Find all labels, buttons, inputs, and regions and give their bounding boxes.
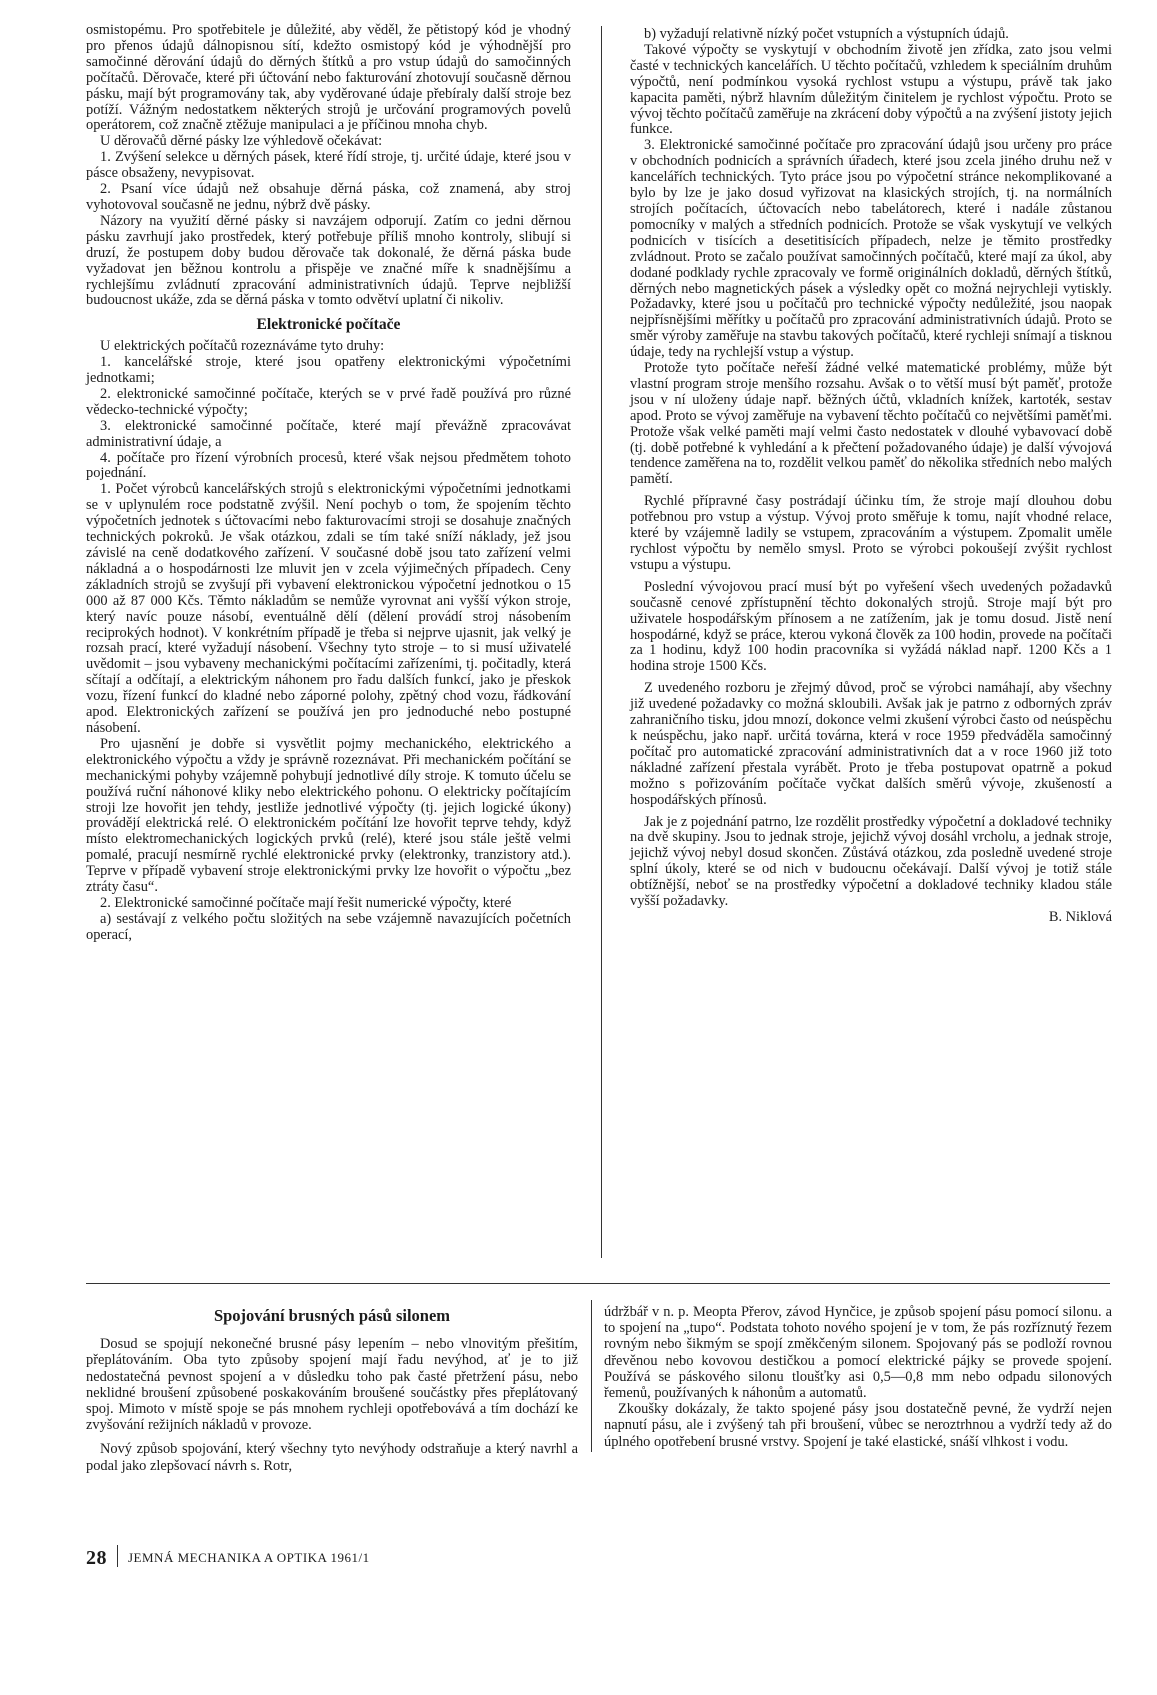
paragraph: Poslední vývojovou prací musí být po vyřešení všech uvedených požadavků současně cenové zpřístupnění těchto dokonalých strojů. Stroje mají být pro uživatele hospodářským přínosem a ne zatížením, jak je tomu dosud. Jistě není hospodárné, když se práce, kterou vykoná člověk za 100 hodin, provede na počítači za 1 hodinu, když 100 hodin pracovníka si vyžádá náklad např. 1200 Kčs a 1 hodina stroje 1500 Kčs. <box>630 578 1112 675</box>
paragraph: U elektrických počítačů rozeznáváme tyto druhy: <box>100 338 385 355</box>
page-number: 28 <box>86 1547 107 1569</box>
paragraph: Jak je z pojednání patrno, lze rozdělit prostředky výpočetní a dokladové techniky na dvě skupiny. Jsou to jednak stroje, jejichž vývoj dosáhl vrcholu, a jednak stroje, jejichž vývoj nebyl dosud skončen. Zůstává otázkou, zda posledně uvedené stroje splní úkoly, které se od nich v budoucnu očekávají. Další vývoj je totiž stále obtížnější, neboť se na prostředky výpočetní a dokladové techniky kladou stále vyšší požadavky. <box>630 813 1112 910</box>
left-column <box>86 23 571 944</box>
paragraph: Názory na využití děrné pásky si navzájem odporují. Zatím co jedni děrnou pásku zavrhují jako prostředek, který potřebuje příliš mnoho kontroly, slibují si druzí, že postupem doby budou děrovače tak dokonalé, že děrná páska bude vyžadovat jen běžnou kontrolu a přispěje ve značné míře k snadnějšímu a rychlejšímu zvládnutí zpracování administrativních údajů. Teprve nejbližší budoucnost ukáže, zda se děrná páska v tomto odvětví uplatní či nikoliv. <box>86 212 571 309</box>
article-separator <box>86 1283 1110 1284</box>
article-title: Spojování brusných pásů silonem <box>213 1306 451 1325</box>
list-item: 4. počítače pro řízení výrobních procesů, které však nejsou předmětem tohoto pojednání. <box>86 449 571 482</box>
list-item: 1. Zvýšení selekce u děrných pásek, které řídí stroje, tj. určité údaje, které jsou v pásce obsaženy, nevypisovat. <box>86 149 571 182</box>
paragraph: Dosud se spojují nekonečné brusné pásy lepením – nebo vlnovitým přešitím, přeplátováním. Oba tyto způsoby spojení mají řadu nevýhod, ať je to již nedostatečná pevnost spojení a v důsledku toho pak časté přetržení pásu, nebo neklidné broušení způsobené poskakováním broušené součástky přes přeplátovaný spoj. Mimoto v místě spoje se pás mnohem rychleji opotřebovává a tím dochází ke zvyšování režijních nákladů v provoze. <box>86 1336 578 1434</box>
paragraph: Rychlé přípravné časy postrádají účinku tím, že stroje mají dlouhou dobu potřebnou pro vstup a výstup. Vývoj proto směřuje k tomu, najít vhodné relace, které by vzájemně ladily se vstupem, zpracováním a výstupem. Zpomalit uměle rychlost výpočtu by nemělo smysl. Proto se výrobci pokoušejí zvýšit rychlost vstupu a výstupu. <box>630 493 1112 573</box>
author-signature: B. Niklová <box>1048 908 1112 925</box>
paragraph: 2. Elektronické samočinné počítače mají řešit numerické výpočty, které <box>100 894 512 911</box>
article2-right-column <box>604 1304 1112 1450</box>
column-divider <box>601 26 602 1258</box>
list-item: 2. Psaní více údajů než obsahuje děrná páska, což znamená, aby stroj vyhotovoval současně ne jednu, nýbrž dvě pásky. <box>86 181 571 213</box>
paragraph: 1. Počet výrobců kancelářských strojů s elektronickými výpočetními jednotkami se v uplynulém roce podstatně zvýšil. Není pochyb o tom, že spojením těchto výpočetních jednotek s účtovacími nebo fakturovacími stroji se dosahuje značných technických pokroků. Je však otázkou, zdali se tím také sníží náklady, jež jsou závislé na ceně dodatkového zařízení. V současné době jsou tato zařízení velmi nákladná a o hospodárnosti lze mluvit jen v zcela výjimečných případech. Ceny základních strojů se zvyšují při vybavení elektronickou výpočetní jednotkou o 15 000 až 87 000 Kčs. Těmto nákladům se nemůže vyrovnat ani vyšší výkon stroje, který navíc pouze násobí, eventuálně dělí (dělení provádí stroj násobením reciprokých hodnot). V konkrétním případě je třeba si nejprve ujasnit, jak velký je rozsah prací, které vyžadují násobení. Všechny tyto stroje – to si musí uživatelé uvědomit – jsou vybaveny mechanickými počítacími zařízeními, tj. počitadly, která sčítají a odčítají, a elektrickým náhonem pro řadu dalších funkcí, jako je přeskok vozu, řízení funkcí do kladné nebo záporné polohy, zpětný chod vozu, řádkování apod. Elektronických zařízení se používá jen pro jednoduché nebo postupné násobení. <box>86 481 571 736</box>
column-divider <box>591 1300 592 1452</box>
paragraph: Pro ujasnění je dobře si vysvětlit pojmy mechanického, elektrického a elektronického výpočtu a vždy je správně rozeznávat. Při mechanickém počítání se mechanickými pohyby vzájemně pohybují jednotlivé díly stroje. K tomuto účelu se používá ruční náhonové kliky nebo elektrického pohonu. O elektricky počítajícím stroji lze hovořit jen tehdy, jestliže jednotlivé výpočty (tj. jejich logické úkony) provádějí elektrická relé. O elektronickém počítání lze hovořit teprve tehdy, když místo elektromechanických logických prvků (relé), které jsou stále ještě velmi pomalé, pracují nesmírně rychlé elektronické prvky (elektronky, tranzistory atd.). Teprve v případě vybavení stroje elektronickými prvky lze hovořit o výpočtu „bez ztráty času“. <box>86 735 571 896</box>
article2-left-column <box>86 1304 578 1474</box>
page-footer <box>86 1545 370 1570</box>
paragraph: údržbář v n. p. Meopta Přerov, závod Hynčice, je způsob spojení pásu pomocí silonu. a to spojení na „tupo“. Podstata tohoto nového spojení je v tom, že pás rozříznutý řezem rovným nebo šikmým se spojí změkčeným silonem. Spojovaný pás se podloží rovnou dřevěnou nebo kovovou destičkou a pomocí elektrické pájky se provede spojení. Používá se páskového silonu tloušťky asi 0,5—0,8 mm nebo odpadu silonových řemenů, používaných k náhonům a automatů. <box>604 1304 1112 1402</box>
list-item: b) vyžadují relativně nízký počet vstupních a výstupních údajů. <box>644 26 1009 42</box>
paragraph: Takové výpočty se vyskytují v obchodním životě jen zřídka, zato jsou velmi časté v technických kancelářích. U těchto počítačů, vzhledem k speciálním druhům výpočtů, není podmínkou vysoká rychlost vstupu a výstupu, právě tak jako kapacita paměti, nýbrž hlavním důležitým činitelem je rychlost výpočtu. Proto se vývoj těchto počítačů zaměřuje na zkrácení doby výpočtů a na zvýšení jistoty jejich funkce. <box>630 41 1112 138</box>
paragraph: Nový způsob spojování, který všechny tyto nevýhody odstraňuje a který navrhl a podal jako zlepšovací návrh s. Rotr, <box>86 1441 578 1474</box>
list-item: 3. elektronické samočinné počítače, které mají převážně zpracovávat administrativní údaje, a <box>86 417 571 450</box>
paragraph: 3. Elektronické samočinné počítače pro zpracování údajů jsou určeny pro práce v obchodních podnicích a správních úřadech, které jsou zcela jiného druhu než v kancelářích technických. Tyto práce jsou po výpočetní stránce nekomplikované a bylo by lze je jako dosud vyřizovat na klasických strojích, tj. na normálních strojích počítacích, účtovacích nebo tabelátorech, které i nadále zůstanou pomocníky v malých a středních podnicích. Protože se však vyskytují ve velkých podnicích v tisících a desetitisících případech, nelze je těmito prostředky zvládnout. Proto se začalo používat samočinných počítačů, které mají za úkol, aby dodané podklady rychle zpracovaly ve formě originálních dokladů, děrných štítků, děrných nebo magnetických pásek a výsledky opět co možná nejrychleji vytiskly. Požadavky, které jsou u počítačů pro technické výpočty nedůležité, jsou naopak nejpřísnějšími měřítky u počítačů pro zpracování administrativních údajů. Proto se směr výroby zaměřuje na stavbu takových počítačů, které rychleji snímají a tisknou údaje, tedy na rychlejší vstup a výstup. <box>630 137 1112 361</box>
footer-divider <box>117 1545 118 1567</box>
list-item: 2. elektronické samočinné počítače, kterých se v prvé řadě používá pro různé vědecko-technické výpočty; <box>86 385 571 418</box>
list-item: a) sestávají z velkého počtu složitých na sebe vzájemně navazujících početních operací, <box>86 910 571 943</box>
paragraph: Z uvedeného rozboru je zřejmý důvod, proč se výrobci namáhají, aby všechny již uvedené požadavky co možná skloubili. Avšak jak je patrno z odborných zpráv zahraničního tisku, jdou mnozí, dokonce velmi zkušení výrobci často od neúspěchu k neúspěchu, jako např. určitá továrna, která v roce 1959 předváděla samočinný počítač pro automatické zpracování administrativních dat a v roce 1960 již toto nákladné zařízení přestala vyrábět. Proto je třeba postupovat opatrně a pokud možno s pořizováním počítače vyčkat dalších směrů vývoje, zkušeností a hospodářských přínosů. <box>630 680 1112 808</box>
paragraph: osmistopému. Pro spotřebitele je důležité, aby věděl, že pětistopý kód je vhodný pro přenos údajů dálnopisnou sítí, kdežto osmistopý kód je výhodnější pro samočinné děrování údajů do děrných štítků a pro vstup údajů do samočinných počítačů. Děrovače, které při účtování nebo fakturování zhotovují současně děrnou pásku, mají být programovány tak, aby vyděrované údaje přebíraly další stroje bez potíží. Vážným nedostatkem některých strojů je určování programových povelů operátorem, což značně ztěžuje manipulaci a je příčinou mnoha chyb. <box>86 22 571 134</box>
paragraph: U děrovačů děrné pásky lze výhledově očekávat: <box>100 133 383 150</box>
list-item: 1. kancelářské stroje, které jsou opatřeny elektronickými výpočetními jednotkami; <box>86 354 571 387</box>
journal-name: JEMNÁ MECHANIKA A OPTIKA 1961/1 <box>128 1550 370 1565</box>
paragraph: Protože tyto počítače neřeší žádné velké matematické problémy, může být vlastní program stroje menšího rozsahu. Avšak o to větší musí být paměť, protože jsou v ní uloženy údaje např. běžných účtů, vkladních knížek, kartoték, sestav apod. Proto se vývoj zaměřuje na vybavení těchto počítačů co největšími paměťmi. Protože však velké paměti mají velmi často nedostatek v dlouhé vybavovací době (tj. době potřebné k vyhledání a k přečtení požadovaného údaje) je další vývojová tendence zaměřena na to, rozdělit velkou paměť do několika středních nebo malých pamětí. <box>630 360 1112 488</box>
section-heading: Elektronické počítače <box>256 316 401 334</box>
paragraph: Zkoušky dokázaly, že takto spojené pásy jsou dostatečně pevné, že vydrží nejen napnutí pásu, ale i zvýšený tah při broušení, vůbec se neroztrhnou a vydrží tedy až do úplného opotřebení brusné vrstvy. Spojení je také elastické, snáší vlhkost i vodu. <box>604 1401 1112 1450</box>
right-column <box>630 27 1112 926</box>
